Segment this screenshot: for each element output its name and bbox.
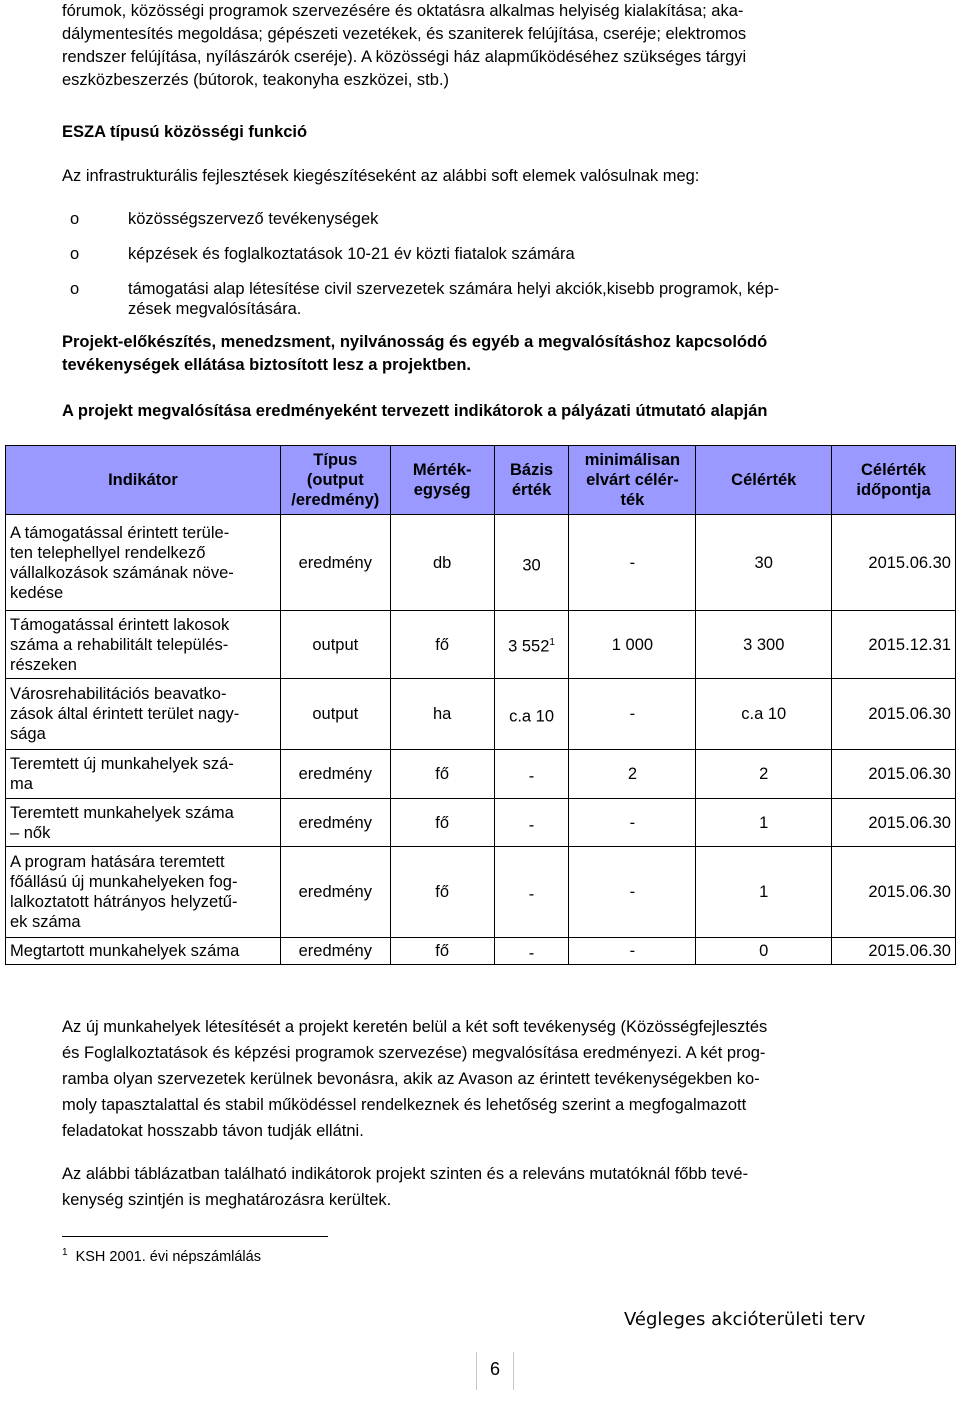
minimum-cell: - — [569, 679, 696, 750]
date-cell: 2015.06.30 — [832, 799, 956, 847]
indicator-levels-paragraph — [62, 1161, 898, 1213]
date-cell: 2015.06.30 — [832, 679, 956, 750]
intro-line: rendszer felújítása, nyílászárók cseréje). A közösségi ház alapműködéséhez szükséges tárgyi — [62, 48, 747, 66]
date-cell: 2015.12.31 — [832, 611, 956, 679]
table-row — [6, 799, 956, 847]
paragraph-line: moly tapasztalattal és stabil működéssel rendelkeznek és lehetőség szerint a megfogalmazott — [62, 1096, 747, 1114]
footnote — [62, 1248, 261, 1266]
date-cell: 2015.06.30 — [832, 515, 956, 611]
base-cell: 30 — [494, 515, 569, 611]
unit-cell: fő — [390, 799, 494, 847]
date-cell: 2015.06.30 — [832, 847, 956, 938]
table-row — [6, 515, 956, 611]
list-item — [62, 279, 898, 319]
intro-line: dálymentesítés megoldása; gépészeti vezetékek, és szaniterek felújítása, cseréje; elektromos — [62, 25, 747, 43]
indicator-cell: Támogatással érintett lakosok száma a rehabilitált település- részeken — [6, 611, 281, 679]
footer-document-title: Végleges akcióterületi terv — [624, 1309, 866, 1330]
target-cell: 1 — [696, 847, 832, 938]
type-cell: eredmény — [280, 515, 390, 611]
table-row — [6, 679, 956, 750]
soft-elements-intro: Az infrastrukturális fejlesztések kiegészítéseként az alábbi soft elemek valósulnak meg: — [62, 167, 700, 185]
paragraph-line: feladatokat hosszabb távon tudják ellátni. — [62, 1122, 364, 1140]
bullet-mark: o — [70, 210, 80, 228]
table-row — [6, 938, 956, 965]
bullet-mark: o — [70, 280, 80, 298]
paragraph-line: kenység szintjén is meghatározásra kerültek. — [62, 1191, 392, 1209]
page-number: 6 — [476, 1352, 514, 1390]
header-unit: Mérték- egység — [390, 446, 494, 515]
target-cell: 30 — [696, 515, 832, 611]
indicator-table — [5, 445, 956, 965]
intro-line: fórumok, közösségi programok szervezésére és oktatásra alkalmas helyiség kialakítása; aka- — [62, 2, 744, 20]
target-cell: c.a 10 — [696, 679, 832, 750]
footnote-text: KSH 2001. évi népszámlálás — [75, 1249, 261, 1265]
type-cell: output — [280, 611, 390, 679]
indicator-cell: Teremtett új munkahelyek szá- ma — [6, 750, 281, 799]
list-item — [62, 244, 898, 264]
header-type: Típus (output /eredmény) — [280, 446, 390, 515]
indicator-cell: Megtartott munkahelyek száma — [6, 938, 281, 965]
date-cell: 2015.06.30 — [832, 938, 956, 965]
list-item-text: képzések és foglalkoztatások 10-21 év közti fiatalok számára — [128, 245, 575, 263]
project-prep-line: Projekt-előkészítés, menedzsment, nyilvánosság és egyéb a megvalósításhoz kapcsolódó — [62, 333, 768, 351]
paragraph-line: ramba olyan szervezetek kerülnek bevonásra, akik az Avason az érintett tevékenységekben ko- — [62, 1070, 760, 1088]
minimum-cell: - — [569, 799, 696, 847]
project-prep-line: tevékenységek ellátása biztosított lesz a projektben. — [62, 356, 471, 374]
target-cell: 3 300 — [696, 611, 832, 679]
indicator-heading: A projekt megvalósítása eredményeként tervezett indikátorok a pályázati útmutató alapján — [62, 402, 768, 420]
table-row — [6, 847, 956, 938]
footnote-separator — [62, 1236, 328, 1237]
bullet-mark: o — [70, 245, 80, 263]
base-cell: - — [494, 847, 569, 938]
type-cell: output — [280, 679, 390, 750]
indicator-cell: A támogatással érintett terüle- ten telephellyel rendelkező vállalkozások számának növe- kedése — [6, 515, 281, 611]
paragraph-line: Az új munkahelyek létesítését a projekt keretén belül a két soft tevékenység (Közösségfejlesztés — [62, 1018, 768, 1036]
minimum-cell: - — [569, 515, 696, 611]
list-item-text: közösségszervező tevékenységek — [128, 210, 379, 228]
esza-heading: ESZA típusú közösségi funkció — [62, 123, 308, 141]
footnote-mark: 1 — [62, 1247, 68, 1258]
indicator-cell: Városrehabilitációs beavatko- zások által érintett terület nagy- sága — [6, 679, 281, 750]
header-target: Célérték — [696, 446, 832, 515]
table-header-row — [6, 446, 956, 515]
list-item-text: zések megvalósítására. — [128, 300, 302, 318]
target-cell: 1 — [696, 799, 832, 847]
header-indicator: Indikátor — [6, 446, 281, 515]
list-item — [62, 209, 898, 229]
header-target-date: Célérték időpontja — [832, 446, 956, 515]
type-cell: eredmény — [280, 938, 390, 965]
base-cell: c.a 10 — [494, 679, 569, 750]
target-cell: 0 — [696, 938, 832, 965]
type-cell: eredmény — [280, 750, 390, 799]
type-cell: eredmény — [280, 847, 390, 938]
base-cell: - — [494, 799, 569, 847]
date-cell: 2015.06.30 — [832, 750, 956, 799]
table-row — [6, 750, 956, 799]
header-minimum: minimálisan elvárt célér- ték — [569, 446, 696, 515]
unit-cell: fő — [390, 750, 494, 799]
minimum-cell: 1 000 — [569, 611, 696, 679]
list-item-text: támogatási alap létesítése civil szervezetek számára helyi akciók,kisebb programok, kép- — [128, 280, 780, 298]
paragraph-line: és Foglalkoztatások és képzési programok szervezése) megvalósítása eredményezi. A két prog- — [62, 1044, 766, 1062]
footnote-ref: 1 — [549, 636, 555, 648]
base-cell: - — [494, 938, 569, 965]
intro-paragraph — [62, 0, 898, 92]
base-cell: 3 $552^1$ — [494, 611, 569, 679]
header-base: Bázis érték — [494, 446, 569, 515]
minimum-cell: 2 — [569, 750, 696, 799]
soft-elements-list — [62, 209, 898, 319]
base-cell: - — [494, 750, 569, 799]
unit-cell: fő — [390, 847, 494, 938]
target-cell: 2 — [696, 750, 832, 799]
indicator-cell: Teremtett munkahelyek száma – nők — [6, 799, 281, 847]
minimum-cell: - — [569, 938, 696, 965]
indicator-cell: A program hatására teremtett főállású új munkahelyeken fog- lalkoztatott hátrányos helyzetű- ek száma — [6, 847, 281, 938]
unit-cell: ha — [390, 679, 494, 750]
soft-activities-paragraph — [62, 1014, 898, 1144]
table-row — [6, 611, 956, 679]
type-cell: eredmény — [280, 799, 390, 847]
unit-cell: fő — [390, 938, 494, 965]
unit-cell: fő — [390, 611, 494, 679]
intro-line: eszközbeszerzés (bútorok, teakonyha eszközei, stb.) — [62, 71, 450, 89]
unit-cell: db — [390, 515, 494, 611]
project-prep-paragraph — [62, 331, 898, 377]
minimum-cell: - — [569, 847, 696, 938]
paragraph-line: Az alábbi táblázatban található indikátorok projekt szinten és a releváns mutatóknál főbb tevé- — [62, 1165, 749, 1183]
